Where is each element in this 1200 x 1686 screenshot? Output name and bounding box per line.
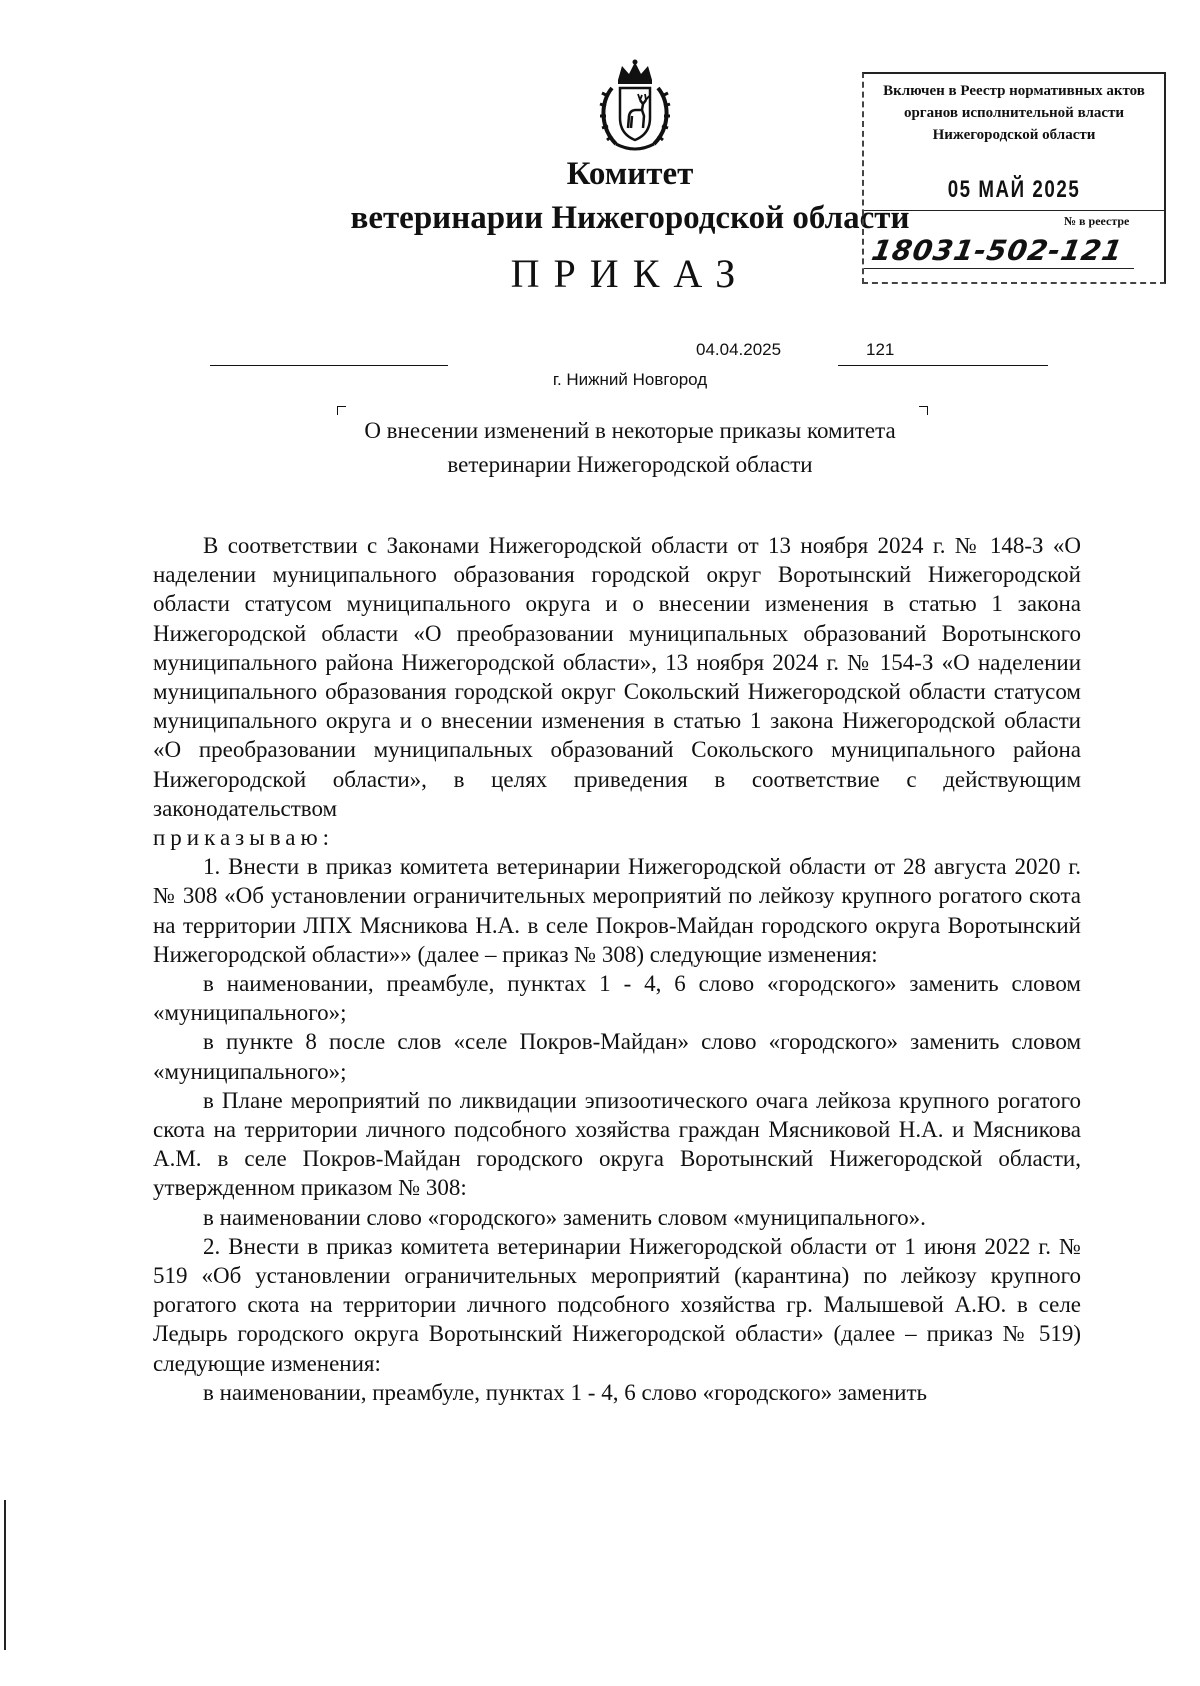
stamp-divider — [864, 268, 1134, 269]
body-paragraph: В соответствии с Законами Нижегородской области от 13 ноября 2024 г. № 148-З «О наделении муниципального образования городской округ Воротынский Нижегородской области статусом муниципального округа и о внесении изменения в статью 1 закона Нижегородской области «О преобразовании муниципальных образований Воротынского муниципального района Нижегородской области», 13 ноября 2024 г. № 154-З «О наделении муниципального образования городской округ Сокольский Нижегородской области статусом муниципального округа и о внесении изменения в статью 1 закона Нижегородской области «О преобразовании муниципальных образований Сокольского муниципального района Нижегородской области», в целях приведения в соответствие с действующим законодательством — [153, 533, 1081, 821]
body-paragraph: в наименовании слово «городского» заменить словом «муниципального». — [203, 1204, 926, 1230]
body-paragraph: 2. Внести в приказ комитета ветеринарии Нижегородской области от 1 июня 2022 г. № 519 «Об установлении ограничительных мероприятий (карантина) по лейкозу крупного рогатого скота на территории личного подсобного хозяйства гр. Малышевой А.Ю. в селе Ледырь городского округа Воротынский Нижегородской области» (далее – приказ № 519) следующие изменения: — [153, 1233, 1081, 1376]
stamp-date: 05 МАЙ 2025 — [947, 176, 1081, 203]
registry-stamp — [862, 72, 1166, 284]
document-city: г. Нижний Новгород — [552, 370, 708, 389]
document-type-title: ПРИКАЗ — [510, 251, 750, 296]
body-paragraph: в наименовании, преамбуле, пунктах 1 - 4, 6 слово «городского» заменить словом «муниципального»; — [153, 971, 1081, 1026]
stamp-registry-label: № в реестре — [1064, 214, 1130, 228]
organization-name-line1: Комитет — [566, 156, 694, 192]
document-number: 121 — [866, 340, 895, 359]
scan-edge-line — [4, 1500, 6, 1650]
stamp-title: Включен в Реестр нормативных актов органов исполнительной власти Нижегородской области — [883, 83, 1145, 143]
document-body — [153, 531, 1081, 1407]
body-paragraph: 1. Внести в приказ комитета ветеринарии Нижегородской области от 28 августа 2020 г. № 308 «Об установлении ограничительных мероприятий по лейкозу крупного рогатого скота на территории ЛПХ Мясникова Н.А. в селе Покров-Майдан городского округа Воротынский Нижегородской области»» (далее – приказ № 308) следующие изменения: — [153, 854, 1081, 967]
coat-of-arms-icon — [596, 58, 674, 154]
body-paragraph: в наименовании, преамбуле, пунктах 1 - 4, 6 слово «городского» заменить — [203, 1379, 928, 1405]
date-underline — [210, 365, 448, 366]
document-subject: О внесении изменений в некоторые приказы комитета ветеринарии Нижегородской области — [364, 418, 896, 477]
stamp-divider — [864, 210, 1164, 211]
order-keyword: приказываю: — [153, 825, 335, 851]
organization-name-line2: ветеринарии Нижегородской области — [350, 200, 910, 236]
number-underline — [838, 365, 1048, 366]
body-paragraph: в Плане мероприятий по ликвидации эпизоотического очага лейкоза крупного рогатого скота на территории личного подсобного хозяйства граждан Мясниковой Н.А. и Мясникова А.М. в селе Покров-Майдан городского округа Воротынский Нижегородской области, утвержденном приказом № 308: — [153, 1087, 1081, 1201]
stamp-registry-number: 18031-502-121 — [869, 234, 1126, 267]
document-date: 04.04.2025 — [696, 340, 782, 359]
body-paragraph: в пункте 8 после слов «селе Покров-Майдан» слово «городского» заменить словом «муниципального»; — [153, 1029, 1081, 1084]
